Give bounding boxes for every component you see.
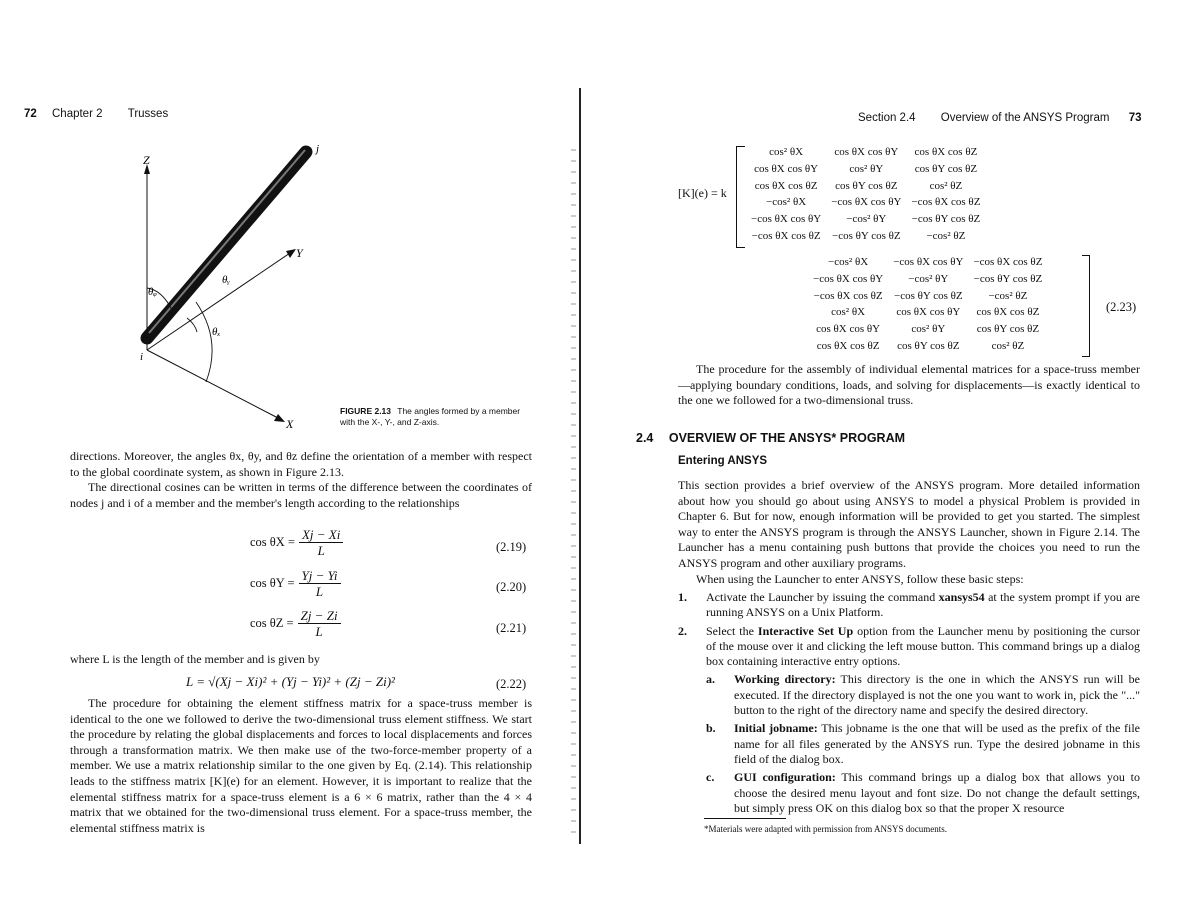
label-theta-y: θᵧ (222, 274, 230, 286)
matrix-cell: cos θX cos θZ (976, 306, 1040, 319)
matrix-cell: −cos θX cos θY (893, 256, 964, 268)
step-2-text-a: Select the (706, 623, 758, 638)
x-axis (147, 350, 278, 418)
left-paragraph-2: The directional cosines can be written in terms of the difference between the coordinates of nodes j and i of a member and the member's length according to the relationships (70, 480, 532, 510)
matrix-cell: −cos θY cos θZ (832, 229, 901, 242)
substep-c-term: GUI configuration: (734, 770, 836, 785)
substep-a-text: This directory is the one in which the ANSYS run will be executed. If the directory displayed is not the one you want to work in, pick the "..." button to the right of the directory name and specify the desired directory. (734, 672, 1140, 718)
matrix-row (746, 178, 985, 195)
matrix-row (746, 211, 985, 228)
eq-2-20-number: (2.20) (496, 580, 527, 594)
section-heading (636, 431, 905, 445)
right-page-header (858, 112, 1141, 124)
equation-2-22: L = √(Xj − Xi)² + (Yj − Yi)² + (Zj − Zi)² (186, 674, 395, 689)
matrix-cell: −cos² θX (828, 256, 869, 268)
substep-c-marker: c. (706, 770, 715, 785)
y-axis-arrow (286, 249, 296, 258)
eq-2-19-numerator: Xj − Xi (299, 527, 343, 543)
label-node-i: i (140, 351, 144, 363)
eq-2-21-fraction (298, 608, 341, 639)
eq-2-22-number: (2.22) (496, 677, 527, 691)
eq-2-20-numerator: Yj − Yi (299, 568, 341, 584)
x-axis-arrow (274, 414, 285, 422)
right-paragraph-3: When using the Launcher to enter ANSYS, follow these basic steps: (696, 571, 1024, 586)
label-theta-x: θₓ (212, 326, 221, 338)
gutter-shadow (571, 140, 576, 840)
matrix-lhs: [K](e) = k (678, 186, 727, 200)
substep-b-text: This jobname is the one that will be used as the prefix of the file name for all files generated by the ANSYS run. Type the desired jobname in this field of the dialog box. (734, 721, 1140, 766)
eq-2-21-lhs: cos θZ = (250, 616, 294, 631)
left-page-header (24, 108, 168, 120)
eq-2-19-fraction (299, 527, 343, 558)
matrix-cell: cos θX cos θZ (754, 179, 818, 192)
matrix-cell: cos² θZ (929, 179, 963, 192)
matrix-cell: −cos θX cos θY (813, 272, 884, 285)
eq-2-20-fraction (299, 568, 341, 599)
matrix-cell: cos θY cos θZ (897, 339, 960, 352)
matrix-cell: −cos θX cos θY (831, 196, 902, 209)
right-paragraph-1-text: The procedure for the assembly of individual elemental matrices for a space-truss member—applying boundary conditions, loads, and solving for displacements—is exactly identical to the one we followed for a two-dimensional truss. (678, 362, 1140, 408)
matrix-cell: cos² θZ (991, 339, 1025, 352)
section-number: 2.4 (636, 431, 654, 445)
matrix-row (746, 161, 985, 178)
matrix-row (746, 194, 985, 211)
matrix-cell: −cos θX cos θZ (911, 196, 981, 209)
matrix-cell: −cos² θZ (926, 229, 966, 242)
label-theta-z: θᵩ (148, 286, 157, 298)
matrix-row (808, 338, 1047, 355)
left-paragraph-4: The procedure for obtaining the element stiffness matrix for a space-truss member is identical to the one we followed to derive the two-dimensional truss element stiffness. We start the procedure by relating the global displacements and forces to local displacements and forces through a transformation matrix. We then make use of the two-force-member property of a member. We use a matrix relationship similar to the one given by Eq. (2.14). This relationship leads to the stiffness matrix [K](e) for an element. However, it is important to realize that the elemental stiffness matrix for a space-truss element is a 6 × 6 matrix, rather than the 4 × 4 matrix that we obtained for the two-dimensional truss element. For a space-truss member, the elemental stiffness matrix is (70, 696, 532, 835)
right-paragraph-2: This section provides a brief overview of the ANSYS program. More detailed information about how you should go about using ANSYS to model a physical Problem is provided in Chapter 6. But for now, enough information will be provided to get you started. The simplest way to enter the ANSYS program is through the ANSYS Launcher, shown in Figure 2.14. The Launcher has a menu containing push buttons that provide the choices you need to run the ANSYS program and other auxiliary programs. (678, 478, 1140, 570)
step-1-text-b: at the system prompt if you are running ANSYS on a Unix Platform. (706, 590, 1140, 620)
matrix-cell: cos θX cos θY (834, 146, 899, 158)
theta-x-arc (196, 302, 212, 382)
right-paragraph-1 (678, 362, 1140, 409)
list-item (678, 770, 1140, 816)
matrix-row (746, 228, 985, 245)
matrix-right-bracket (1082, 255, 1090, 357)
matrix-row (746, 144, 985, 161)
matrix-cell: cos θX cos θY (754, 162, 819, 175)
matrix-cell: cos θX cos θY (816, 323, 881, 336)
matrix-cell: cos θY cos θZ (914, 162, 978, 175)
equation-2-19 (250, 527, 343, 558)
eq-2-19-number: (2.19) (496, 540, 527, 554)
eq-2-19-lhs: cos θX = (250, 535, 295, 550)
matrix-row (808, 254, 1047, 271)
section-label: Section 2.4 (858, 112, 916, 124)
footnote: *Materials were adapted with permission from ANSYS documents. (704, 824, 947, 834)
chapter-title: Trusses (127, 108, 169, 120)
matrix-bottom-block (808, 254, 1047, 355)
matrix-cell: −cos θY cos θZ (973, 272, 1043, 285)
step-2-marker: 2. (678, 623, 687, 638)
figure-2-13-caption (340, 406, 530, 428)
matrix-cell: cos² θX (769, 146, 804, 158)
substep-b-marker: b. (706, 721, 716, 736)
matrix-cell: −cos² θY (846, 213, 887, 226)
matrix-cell: −cos θY cos θZ (894, 289, 963, 302)
left-paragraph-3: where L is the length of the member and is given by (70, 652, 320, 666)
label-node-j: j (316, 143, 320, 155)
substep-a-term: Working directory: (734, 672, 836, 687)
matrix-row (808, 304, 1047, 321)
footnote-rule (704, 818, 786, 819)
matrix-cell: cos² θY (849, 162, 884, 175)
truss-member (147, 152, 306, 338)
matrix-cell: −cos θX cos θY (751, 213, 822, 226)
page-number-left: 72 (24, 108, 37, 120)
chapter-label: Chapter 2 (52, 108, 103, 120)
page-gutter (579, 88, 581, 844)
matrix-cell: cos θX cos θZ (914, 146, 978, 158)
step-1-marker: 1. (678, 590, 687, 604)
matrix-cell: −cos θX cos θZ (751, 229, 821, 242)
label-y: Y (296, 246, 303, 260)
matrix-top-block (746, 144, 985, 245)
substep-b-term: Initial jobname: (734, 721, 818, 736)
matrix-cell: −cos θX cos θZ (813, 289, 883, 302)
eq-2-21-denominator: L (315, 624, 323, 639)
matrix-cell: cos² θY (911, 323, 946, 336)
matrix-cell: −cos θY cos θZ (911, 213, 981, 226)
matrix-cell: −cos θX cos θZ (973, 256, 1043, 268)
eq-2-21-number: (2.21) (496, 621, 527, 635)
step-2-option: Interactive Set Up (757, 623, 854, 638)
subheading-entering-ansys: Entering ANSYS (678, 455, 768, 467)
theta-y-arc (187, 318, 197, 332)
figure-caption-label: FIGURE 2.13 (340, 406, 392, 416)
list-item (678, 721, 1140, 767)
matrix-cell: cos θY cos θZ (976, 323, 1040, 336)
matrix-row (808, 288, 1047, 305)
label-z: Z (143, 153, 150, 167)
truss-member-figure (110, 140, 410, 440)
matrix-row (808, 321, 1047, 338)
matrix-row (808, 271, 1047, 288)
figure-caption-text: The angles formed by a member with the X-, Y-, and Z-axis. (340, 406, 521, 427)
step-1-command: xansys54 (938, 590, 985, 604)
step-1-text-a: Activate the Launcher by issuing the command (706, 590, 939, 604)
step-2-text-b: option from the Launcher menu by positioning the cursor of the mouse over it and clicking the left mouse button. This command brings up a dialog box containing interactive entry options. (706, 623, 1141, 669)
matrix-cell: −cos² θZ (988, 289, 1028, 302)
left-text-block-2 (70, 696, 532, 836)
matrix-cell: cos² θX (831, 306, 866, 319)
matrix-cell: cos θY cos θZ (835, 179, 898, 192)
left-text-block-1 (70, 449, 532, 511)
section-header-title: Overview of the ANSYS Program (940, 112, 1110, 124)
eq-2-20-denominator: L (315, 584, 324, 599)
equation-2-20 (250, 568, 341, 599)
matrix-cell: −cos² θX (766, 196, 807, 209)
label-x: X (286, 417, 294, 431)
list-item (678, 672, 1140, 718)
truss-member-highlight (149, 150, 305, 333)
eq-2-19-denominator: L (317, 543, 325, 558)
left-paragraph-1: directions. Moreover, the angles θx, θy, and θz define the orientation of a member with respect to the global coordinate system, as shown in Figure 2.13. (70, 449, 532, 479)
substep-c-text: This command brings up a dialog box that allows you to choose the desired menu layout and font size. Do not change the default settings, but simply press OK on this dialog box so that the proper X resource (734, 770, 1141, 815)
eq-2-23-number: (2.23) (1106, 300, 1137, 314)
right-text-block-2 (678, 478, 1140, 587)
list-item (678, 624, 1140, 670)
matrix-cell: cos θX cos θZ (816, 339, 880, 352)
matrix-cell: −cos² θY (908, 272, 949, 285)
substep-a-marker: a. (706, 672, 715, 687)
matrix-cell: cos θX cos θY (896, 306, 961, 319)
eq-2-20-lhs: cos θY = (250, 576, 295, 591)
eq-2-21-numerator: Zj − Zi (298, 608, 341, 624)
matrix-left-bracket (736, 146, 745, 248)
steps-list (678, 590, 1140, 819)
equation-2-21 (250, 608, 341, 639)
section-title: OVERVIEW OF THE ANSYS* PROGRAM (668, 431, 906, 445)
list-item (678, 590, 1140, 621)
page-number-right: 73 (1128, 112, 1142, 124)
